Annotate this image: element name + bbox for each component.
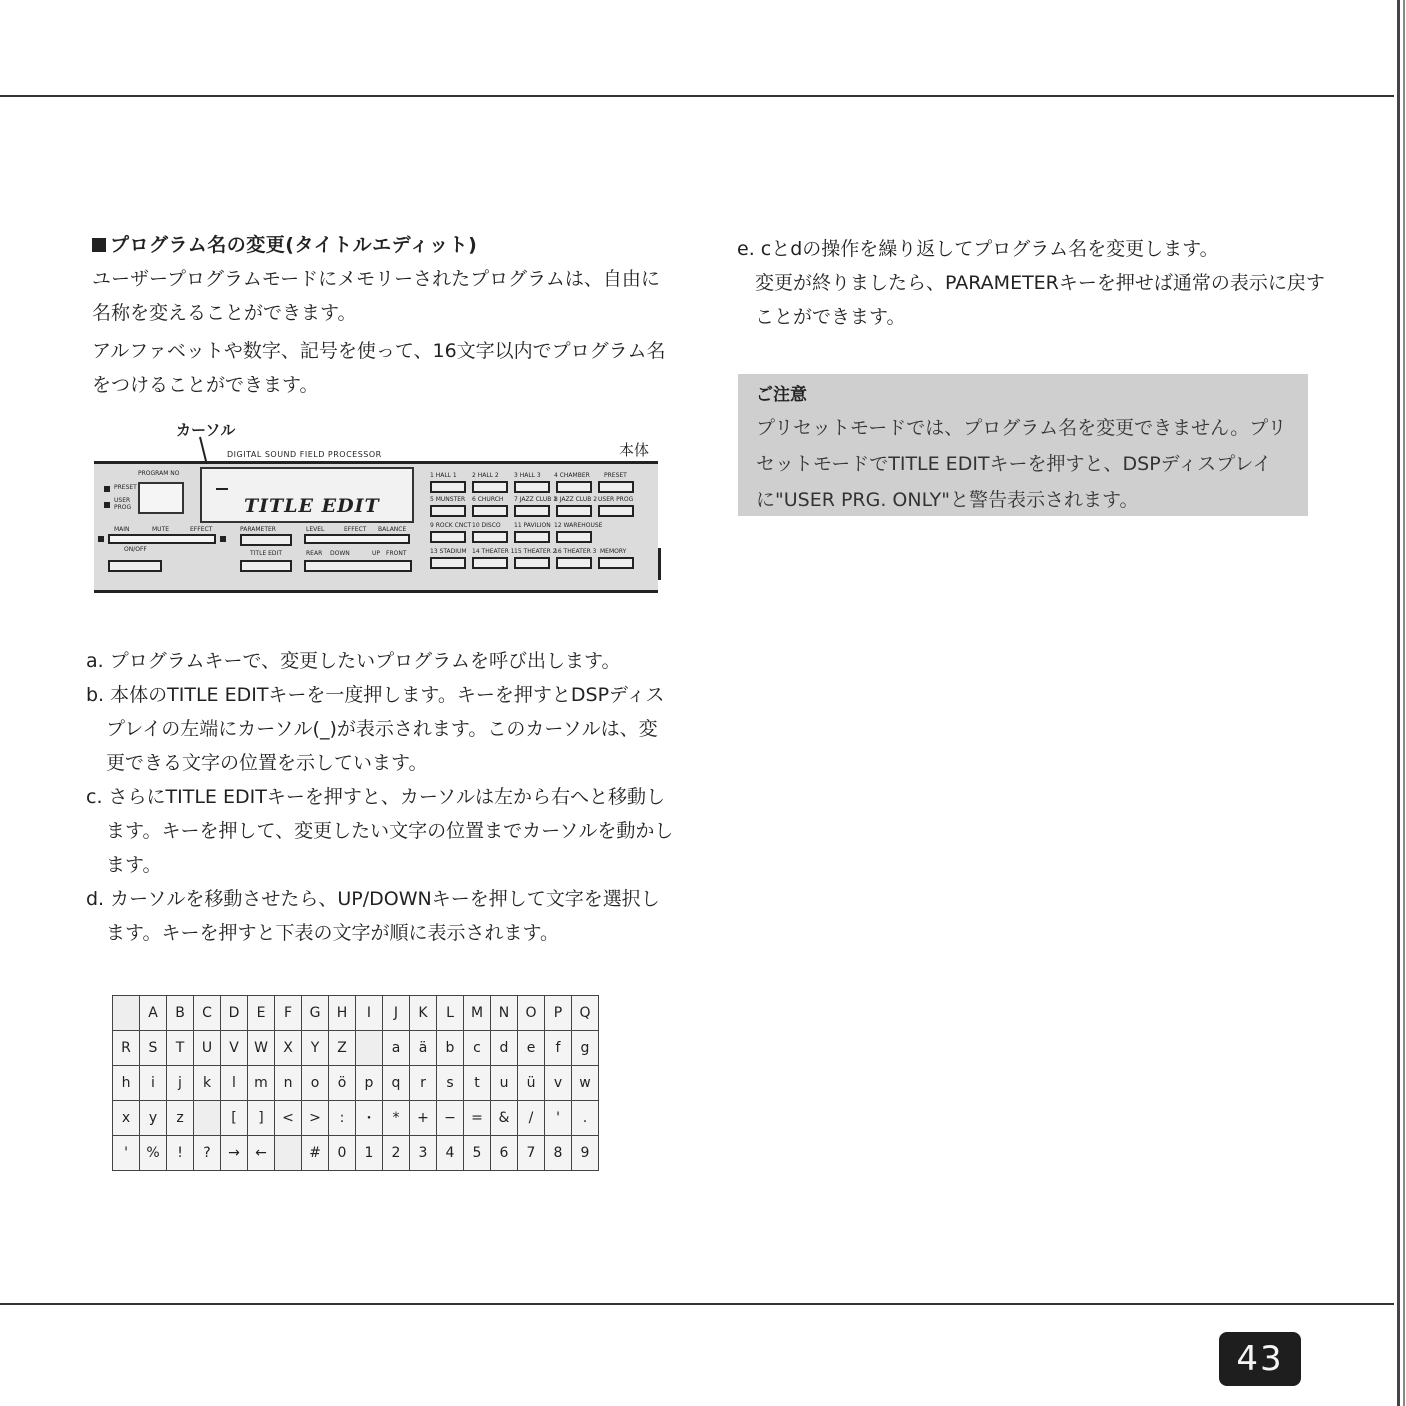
char-table-row bbox=[113, 1066, 599, 1101]
section-heading bbox=[92, 230, 477, 257]
program-key-label: 11 PAVILION bbox=[514, 522, 551, 529]
program-key[interactable] bbox=[514, 531, 550, 543]
char-table-row bbox=[113, 996, 599, 1031]
char-table-cell: Z bbox=[329, 1031, 356, 1066]
char-table-cell: 5 bbox=[464, 1136, 491, 1171]
char-table-cell bbox=[356, 1031, 383, 1066]
char-table-cell: ü bbox=[518, 1066, 545, 1101]
char-table-cell: 8 bbox=[545, 1136, 572, 1171]
char-table-row bbox=[113, 1031, 599, 1066]
char-table-cell: p bbox=[356, 1066, 383, 1101]
char-table-cell: F bbox=[275, 996, 302, 1031]
char-table-cell: t bbox=[464, 1066, 491, 1101]
char-table-cell: n bbox=[275, 1066, 302, 1101]
char-table-cell: 6 bbox=[491, 1136, 518, 1171]
char-table-cell: J bbox=[383, 996, 410, 1031]
char-table-cell: . bbox=[572, 1101, 599, 1136]
char-table-cell: P bbox=[545, 996, 572, 1031]
program-key-label: 15 THEATER 2 bbox=[514, 548, 557, 555]
char-table-cell: ' bbox=[113, 1136, 140, 1171]
char-table-cell: ' bbox=[545, 1101, 572, 1136]
effect-led bbox=[220, 536, 226, 542]
memory-key[interactable] bbox=[598, 557, 634, 569]
program-key-label: 16 THEATER 3 bbox=[554, 548, 597, 555]
title-edit-label: TITLE EDIT bbox=[250, 550, 282, 557]
effect-label: EFFECT bbox=[190, 526, 213, 533]
char-table-cell: k bbox=[194, 1066, 221, 1101]
char-table-cell: ! bbox=[167, 1136, 194, 1171]
char-table-cell: → bbox=[221, 1136, 248, 1171]
main-label: MAIN bbox=[114, 526, 130, 533]
char-table-cell: [ bbox=[221, 1101, 248, 1136]
program-key-label: 10 DISCO bbox=[472, 522, 501, 529]
program-key[interactable] bbox=[556, 505, 592, 517]
step-b: b. 本体のTITLE EDITキーを一度押します。キーを押すとDSPディスプレイの左端にカーソル(_)が表示されます。このカーソルは、変更できる文字の位置を示しています。 bbox=[86, 684, 665, 774]
program-key[interactable] bbox=[430, 531, 466, 543]
user-prog-label: USER PROG bbox=[114, 497, 132, 511]
program-key[interactable] bbox=[430, 481, 466, 493]
caution-body: プリセットモードでは、プログラム名を変更できません。プリセットモードでTITLE EDITキーを押すと、DSPディスプレイに"USER PRG. ONLY"と警告表示されます。 bbox=[756, 417, 1287, 511]
char-table-cell: R bbox=[113, 1031, 140, 1066]
char-table-cell: f bbox=[545, 1031, 572, 1066]
front-panel bbox=[94, 461, 658, 593]
program-key-label: USER PROG bbox=[598, 496, 634, 503]
char-table-cell: g bbox=[572, 1031, 599, 1066]
char-table-cell: B bbox=[167, 996, 194, 1031]
up-down-key[interactable] bbox=[304, 560, 412, 572]
char-table-cell: N bbox=[491, 996, 518, 1031]
char-table-cell: 9 bbox=[572, 1136, 599, 1171]
program-key-label: 8 JAZZ CLUB 2 bbox=[554, 496, 598, 503]
char-table-cell: T bbox=[167, 1031, 194, 1066]
program-key-label: 9 ROCK CNCT bbox=[430, 522, 472, 529]
preset-key[interactable] bbox=[598, 481, 634, 493]
char-table-cell bbox=[113, 996, 140, 1031]
caution-box bbox=[738, 374, 1308, 516]
char-table-row bbox=[113, 1136, 599, 1171]
char-table-cell: e bbox=[518, 1031, 545, 1066]
char-table-cell: 1 bbox=[356, 1136, 383, 1171]
char-table-cell: r bbox=[410, 1066, 437, 1101]
char-table-cell: Q bbox=[572, 996, 599, 1031]
char-table-cell: : bbox=[329, 1101, 356, 1136]
program-key-label: PRESET bbox=[604, 472, 627, 479]
preset-label: PRESET bbox=[114, 484, 137, 491]
user-prog-led bbox=[104, 502, 110, 508]
top-rule bbox=[0, 95, 1394, 97]
step-d: d. カーソルを移動させたら、UP/DOWNキーを押して文字を選択します。キーを押すと下表の文字が順に表示されます。 bbox=[86, 888, 660, 944]
program-key-label: 1 HALL 1 bbox=[430, 472, 457, 479]
onoff-key[interactable] bbox=[108, 560, 162, 572]
main-unit-label: 本体 bbox=[619, 441, 650, 459]
char-table-cell: b bbox=[437, 1031, 464, 1066]
parameter-key[interactable] bbox=[240, 534, 292, 546]
display-text: TITLE EDIT bbox=[244, 495, 380, 517]
main-led bbox=[98, 536, 104, 542]
program-key[interactable] bbox=[472, 531, 508, 543]
char-table-cell: ä bbox=[410, 1031, 437, 1066]
char-table-cell: & bbox=[491, 1101, 518, 1136]
up-label: UP bbox=[372, 550, 381, 557]
char-table-cell: / bbox=[518, 1101, 545, 1136]
intro-paragraph-1: ユーザープログラムモードにメモリーされたプログラムは、自由に名称を変えることができます。 bbox=[92, 268, 660, 324]
char-table-cell: a bbox=[383, 1031, 410, 1066]
char-table-cell: X bbox=[275, 1031, 302, 1066]
char-table-cell: + bbox=[410, 1101, 437, 1136]
program-key-label: 12 WAREHOUSE bbox=[554, 522, 603, 529]
display-cursor bbox=[216, 488, 228, 490]
processor-label: DIGITAL SOUND FIELD PROCESSOR bbox=[227, 450, 382, 459]
char-table-cell: y bbox=[140, 1101, 167, 1136]
preset-led bbox=[104, 486, 110, 492]
char-table-cell: C bbox=[194, 996, 221, 1031]
char-table-cell: ← bbox=[248, 1136, 275, 1171]
figure-edge-mark bbox=[658, 548, 661, 580]
down-label: DOWN bbox=[330, 550, 350, 557]
program-key-label: 2 HALL 2 bbox=[472, 472, 499, 479]
onoff-label: ON/OFF bbox=[124, 546, 147, 553]
char-table-cell: d bbox=[491, 1031, 518, 1066]
char-table-cell: l bbox=[221, 1066, 248, 1101]
char-table-cell: 4 bbox=[437, 1136, 464, 1171]
char-table-cell: G bbox=[302, 996, 329, 1031]
char-table-cell: I bbox=[356, 996, 383, 1031]
user-prog-key[interactable] bbox=[598, 505, 634, 517]
program-number-display bbox=[138, 482, 184, 514]
char-table-cell: V bbox=[221, 1031, 248, 1066]
step-a: a. プログラムキーで、変更したいプログラムを呼び出します。 bbox=[86, 650, 621, 672]
effect-balance-slider[interactable] bbox=[304, 534, 410, 544]
program-key[interactable] bbox=[430, 557, 466, 569]
character-table bbox=[112, 995, 599, 1171]
char-table-cell bbox=[194, 1101, 221, 1136]
char-table-cell: M bbox=[464, 996, 491, 1031]
page-edge bbox=[1397, 0, 1400, 1406]
char-table-cell: K bbox=[410, 996, 437, 1031]
char-table-cell: W bbox=[248, 1031, 275, 1066]
front-label: FRONT bbox=[386, 550, 407, 557]
char-table-cell: D bbox=[221, 996, 248, 1031]
char-table-cell: # bbox=[302, 1136, 329, 1171]
step-e bbox=[737, 232, 1327, 334]
step-c: c. さらにTITLE EDITキーを押すと、カーソルは左から右へと移動します。キーを押して、変更したい文字の位置までカーソルを動かします。 bbox=[86, 786, 674, 876]
program-key[interactable] bbox=[472, 557, 508, 569]
step-e-line-1: e. cとdの操作を繰り返してプログラム名を変更します。 bbox=[737, 238, 1219, 260]
program-key[interactable] bbox=[556, 481, 592, 493]
char-table-cell: − bbox=[437, 1101, 464, 1136]
char-table-cell: H bbox=[329, 996, 356, 1031]
char-table-cell: Y bbox=[302, 1031, 329, 1066]
program-key[interactable] bbox=[514, 505, 550, 517]
program-key[interactable] bbox=[556, 557, 592, 569]
char-table-cell: c bbox=[464, 1031, 491, 1066]
program-key-label: 13 STADIUM bbox=[430, 548, 467, 555]
char-table-cell: % bbox=[140, 1136, 167, 1171]
square-bullet-icon bbox=[92, 238, 106, 252]
char-table-cell: ? bbox=[194, 1136, 221, 1171]
cursor-label: カーソル bbox=[176, 421, 236, 439]
char-table-cell: * bbox=[383, 1101, 410, 1136]
title-edit-key[interactable] bbox=[240, 560, 292, 572]
bottom-rule bbox=[0, 1303, 1394, 1305]
char-table-cell: m bbox=[248, 1066, 275, 1101]
char-table-cell: ] bbox=[248, 1101, 275, 1136]
char-table-cell: ・ bbox=[356, 1101, 383, 1136]
char-table-cell: O bbox=[518, 996, 545, 1031]
char-table-cell: < bbox=[275, 1101, 302, 1136]
device-front-panel-figure bbox=[92, 415, 662, 595]
memory-label: MEMORY bbox=[600, 548, 627, 555]
char-table-cell: u bbox=[491, 1066, 518, 1101]
balance-label: BALANCE bbox=[378, 526, 407, 533]
char-table-cell: z bbox=[167, 1101, 194, 1136]
char-table-cell: S bbox=[140, 1031, 167, 1066]
char-table-cell: q bbox=[383, 1066, 410, 1101]
program-key[interactable] bbox=[514, 481, 550, 493]
char-table-cell: j bbox=[167, 1066, 194, 1101]
char-table-cell: i bbox=[140, 1066, 167, 1101]
main-level-slider[interactable] bbox=[108, 534, 216, 544]
char-table-cell: ö bbox=[329, 1066, 356, 1101]
section-heading-text: プログラム名の変更(タイトルエディット) bbox=[110, 234, 478, 256]
program-key-label: 3 HALL 3 bbox=[514, 472, 541, 479]
effect-balance-label: EFFECT bbox=[344, 526, 367, 533]
char-table-cell: L bbox=[437, 996, 464, 1031]
parameter-label: PARAMETER bbox=[240, 526, 276, 533]
char-table-cell: 7 bbox=[518, 1136, 545, 1171]
char-table-cell: w bbox=[572, 1066, 599, 1101]
mute-label: MUTE bbox=[152, 526, 170, 533]
intro-paragraph-2: アルファベットや数字、記号を使って、16文字以内でプログラム名をつけることができます。 bbox=[92, 340, 666, 396]
char-table-cell: s bbox=[437, 1066, 464, 1101]
page-number: 43 bbox=[1219, 1332, 1301, 1386]
caution-title: ご注意 bbox=[756, 385, 807, 405]
char-table-cell: 3 bbox=[410, 1136, 437, 1171]
step-e-line-2: 変更が終りましたら、PARAMETERキーを押せば通常の表示に戻すことができます。 bbox=[755, 272, 1325, 328]
char-table-cell: = bbox=[464, 1101, 491, 1136]
char-table-cell: E bbox=[248, 996, 275, 1031]
procedure-steps bbox=[86, 644, 676, 950]
char-table-cell: o bbox=[302, 1066, 329, 1101]
program-key-label: 4 CHAMBER bbox=[554, 472, 590, 479]
program-key[interactable] bbox=[472, 505, 508, 517]
char-table-cell: v bbox=[545, 1066, 572, 1101]
char-table-cell bbox=[275, 1136, 302, 1171]
char-table-cell: h bbox=[113, 1066, 140, 1101]
page-edge-inner bbox=[1403, 0, 1405, 1406]
char-table-cell: x bbox=[113, 1101, 140, 1136]
program-key[interactable] bbox=[430, 505, 466, 517]
program-key-label: 5 MUNSTER bbox=[430, 496, 466, 503]
program-key-label: 6 CHURCH bbox=[472, 496, 504, 503]
rear-label: REAR bbox=[306, 550, 323, 557]
char-table-row bbox=[113, 1101, 599, 1136]
char-table-cell: U bbox=[194, 1031, 221, 1066]
program-key-label: 14 THEATER 1 bbox=[472, 548, 515, 555]
char-table-cell: 2 bbox=[383, 1136, 410, 1171]
char-table-cell: A bbox=[140, 996, 167, 1031]
program-no-label: PROGRAM NO bbox=[138, 470, 180, 477]
char-table-cell: > bbox=[302, 1101, 329, 1136]
program-key[interactable] bbox=[514, 557, 550, 569]
char-table-cell: 0 bbox=[329, 1136, 356, 1171]
program-key[interactable] bbox=[472, 481, 508, 493]
program-key[interactable] bbox=[556, 531, 592, 543]
level-label: LEVEL bbox=[306, 526, 325, 533]
program-key-label: 7 JAZZ CLUB 1 bbox=[514, 496, 558, 503]
